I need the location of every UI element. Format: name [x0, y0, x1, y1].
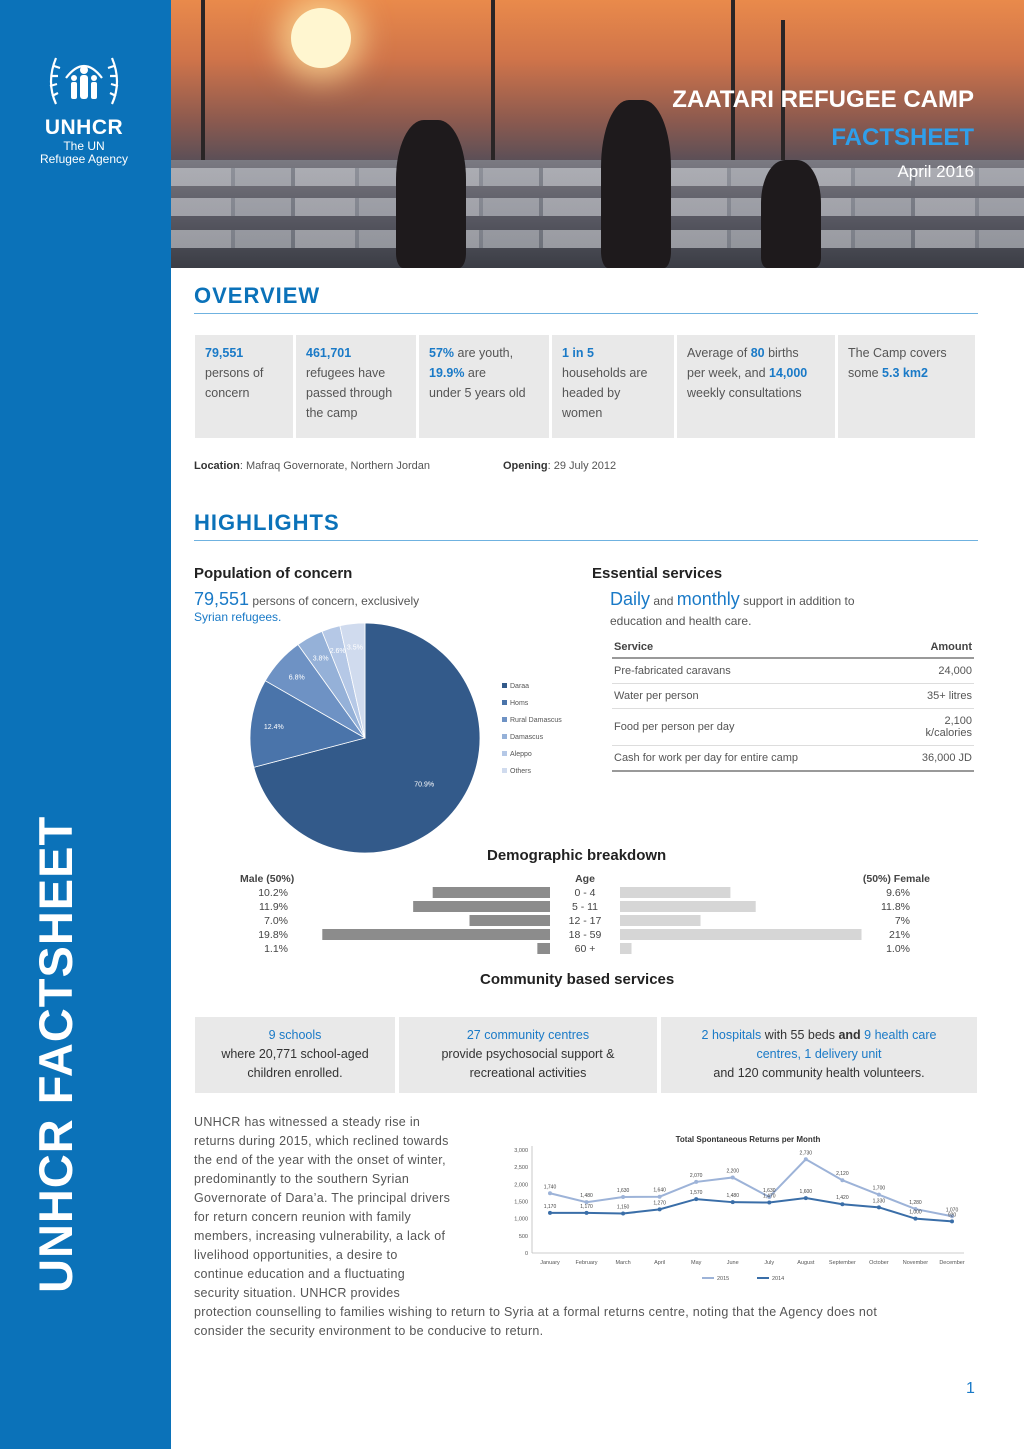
overview-box-youth: [419, 335, 549, 438]
brand-tagline-1: The UN: [63, 139, 105, 153]
overview-text: passed through: [306, 386, 393, 400]
overview-text: Average of: [687, 346, 751, 360]
overview-value: 79,551: [205, 346, 244, 360]
series-point: [548, 1191, 552, 1195]
hero-photo: [171, 0, 1024, 268]
legend-swatch: [502, 768, 507, 773]
unhcr-emblem-icon: [44, 48, 124, 114]
male-bar: [413, 901, 550, 912]
data-label: 1,640: [653, 1187, 666, 1194]
x-tick-label: April: [654, 1260, 666, 1266]
age-group-label: 0 - 4: [574, 887, 596, 899]
services-table: [612, 637, 974, 772]
y-tick-label: 500: [518, 1233, 528, 1240]
x-tick-label: February: [575, 1260, 598, 1266]
community-box-health: [661, 1017, 977, 1093]
highlights-heading: HIGHLIGHTS: [194, 510, 340, 535]
population-value: 79,551: [194, 589, 250, 609]
female-percent: 1.0%: [886, 943, 910, 955]
population-text: persons of concern, exclusively: [249, 594, 420, 608]
series-point: [804, 1196, 808, 1200]
x-tick-label: July: [764, 1260, 775, 1266]
overview-text: concern: [205, 386, 250, 400]
community-highlight: 2 hospitals: [701, 1028, 762, 1042]
x-tick-label: January: [540, 1260, 560, 1266]
table-row: [612, 746, 974, 772]
series-point: [840, 1202, 844, 1206]
male-percent: 7.0%: [264, 915, 288, 927]
data-label: 1,480: [580, 1193, 593, 1200]
age-group-label: 5 - 11: [571, 901, 599, 913]
x-tick-label: March: [615, 1260, 631, 1266]
series-point: [548, 1211, 552, 1215]
overview-text: are: [464, 366, 486, 380]
child-silhouette: [601, 100, 671, 268]
table-row: [612, 658, 974, 684]
community-box-centres: [399, 1017, 657, 1093]
legend-swatch: [502, 683, 507, 688]
male-label: Male (50%): [240, 873, 295, 885]
sidebar: [0, 0, 171, 1449]
shelter-row: [171, 230, 1024, 248]
male-percent: 1.1%: [264, 943, 288, 955]
series-point: [877, 1205, 881, 1209]
legend-swatch: [502, 700, 507, 705]
community-text: with 55 beds: [761, 1028, 839, 1042]
child-silhouette: [396, 120, 466, 268]
essential-text: education and health care.: [610, 614, 752, 628]
essential-summary: [610, 589, 855, 631]
legend-label: Homs: [510, 700, 529, 707]
female-bar: [620, 929, 862, 940]
male-percent: 19.8%: [258, 929, 288, 941]
x-tick-label: October: [869, 1260, 889, 1266]
male-bar: [322, 929, 550, 940]
age-group-label: 18 - 59: [568, 929, 602, 941]
returns-paragraph-full: [194, 1303, 984, 1341]
legend-label: 2015: [717, 1276, 730, 1282]
x-tick-label: August: [797, 1260, 815, 1266]
x-tick-label: May: [690, 1260, 702, 1266]
female-percent: 11.8%: [881, 901, 910, 913]
legend-swatch: [502, 751, 507, 756]
series-point: [658, 1207, 662, 1211]
data-label: 2,070: [689, 1172, 703, 1179]
series-point: [585, 1211, 589, 1215]
legend-label: Daraa: [510, 683, 530, 690]
table-header-service: Service: [612, 637, 900, 658]
female-bar: [620, 887, 730, 898]
legend-swatch: [502, 717, 507, 722]
paragraph-line: livelihood opportunities, a desire to: [194, 1248, 398, 1262]
table-cell: 36,000 JD: [900, 746, 974, 772]
overview-text: births: [764, 346, 799, 360]
male-bar: [433, 887, 550, 898]
series-point: [621, 1212, 625, 1216]
community-highlight: 27 community centres: [466, 1028, 590, 1042]
data-label: 1,150: [616, 1204, 630, 1211]
data-label: 2,730: [799, 1150, 813, 1157]
series-point: [804, 1157, 808, 1161]
data-label: 1,000: [909, 1209, 922, 1216]
table-header-amount: Amount: [900, 637, 974, 658]
female-percent: 9.6%: [886, 887, 910, 899]
male-bar: [537, 943, 550, 954]
legend-label: 2014: [772, 1276, 785, 1282]
male-bar: [470, 915, 551, 926]
series-point: [767, 1201, 771, 1205]
x-tick-label: December: [939, 1260, 965, 1266]
data-label: 1,330: [872, 1198, 886, 1205]
highlights-rule: [194, 540, 978, 541]
y-tick-label: 3,000: [514, 1148, 528, 1154]
series-line: [550, 1198, 952, 1221]
paragraph-line: continue education and a fluctuating: [194, 1267, 405, 1281]
brand-name: UNHCR: [44, 116, 124, 139]
y-tick-label: 2,500: [514, 1165, 528, 1172]
overview-text: under 5 years old: [429, 386, 526, 400]
overview-heading: OVERVIEW: [194, 283, 321, 308]
origin-pie-chart: [240, 618, 570, 863]
data-label: 1,480: [726, 1193, 739, 1200]
data-label: 1,630: [616, 1188, 630, 1195]
community-box-schools: [195, 1017, 395, 1093]
male-percent: 10.2%: [258, 887, 288, 899]
table-row: [612, 684, 974, 709]
hero-title-block: [672, 86, 974, 182]
female-bar: [620, 915, 701, 926]
series-point: [877, 1193, 881, 1197]
data-label: 1,570: [689, 1190, 703, 1197]
page-number: 1: [966, 1380, 975, 1397]
sun-graphic: [291, 8, 351, 68]
location-value: : Mafraq Governorate, Northern Jordan: [239, 460, 430, 472]
pie-label: 2.6%: [329, 648, 346, 656]
location-label: Location: [194, 460, 240, 472]
overview-box-area: [838, 335, 975, 438]
series-point: [621, 1195, 625, 1199]
series-point: [913, 1217, 917, 1221]
data-label: 1,420: [836, 1195, 849, 1202]
legend-label: Aleppo: [510, 751, 532, 758]
data-label: 2,200: [726, 1168, 739, 1175]
overview-box-refugees: [296, 335, 416, 438]
overview-text: refugees have: [306, 366, 386, 380]
factsheet-title: FACTSHEET: [831, 124, 974, 151]
series-point: [950, 1219, 954, 1223]
pie-label: 12.4%: [263, 723, 284, 731]
data-label: 2,120: [836, 1171, 849, 1178]
x-tick-label: June: [726, 1260, 739, 1266]
paragraph-line: consider the security environment to be conducive to return.: [194, 1324, 544, 1338]
y-tick-label: 2,000: [514, 1182, 528, 1189]
pie-label: 3.5%: [346, 644, 363, 652]
age-label: Age: [575, 873, 595, 885]
pie-label: 70.9%: [414, 781, 435, 789]
overview-text: The Camp covers: [848, 346, 947, 360]
male-percent: 11.9%: [259, 901, 288, 913]
demographic-heading: Demographic breakdown: [487, 847, 667, 864]
female-bar: [620, 943, 632, 954]
overview-text: per week, and: [687, 366, 769, 380]
community-text: and: [838, 1028, 861, 1042]
chart-title: Total Spontaneous Returns per Month: [675, 1135, 821, 1144]
opening-label: Opening: [503, 460, 548, 472]
data-label: 1,280: [909, 1200, 922, 1207]
brand-tagline-2: Refugee Agency: [39, 152, 129, 166]
legend-label: Damascus: [510, 734, 544, 741]
essential-heading: Essential services: [592, 565, 723, 582]
data-label: 1,600: [799, 1189, 813, 1196]
essential-daily: Daily: [610, 589, 651, 609]
paragraph-line: for return concern reunion with family: [194, 1210, 412, 1224]
table-cell: Cash for work per day for entire camp: [612, 746, 900, 772]
overview-text: some: [848, 366, 883, 380]
overview-value: 461,701: [306, 346, 352, 360]
essential-text: and: [650, 594, 677, 608]
table-cell: 24,000: [900, 658, 974, 684]
overview-text: are youth,: [454, 346, 514, 360]
table-cell: 35+ litres: [900, 684, 974, 709]
overview-text: persons of: [205, 366, 264, 380]
overview-text: households are: [562, 366, 648, 380]
age-group-label: 60 +: [574, 943, 596, 955]
data-label: 1,270: [653, 1200, 666, 1207]
paragraph-line: security situation. UNHCR provides: [194, 1286, 401, 1300]
data-label: 920: [947, 1212, 957, 1219]
community-highlight: 9 health care: [860, 1028, 937, 1042]
overview-rule: [194, 313, 978, 314]
table-cell: Water per person: [612, 684, 900, 709]
vertical-title: UNHCR FACTSHEET: [29, 815, 82, 1293]
legend-swatch: [502, 734, 507, 739]
opening-value: : 29 July 2012: [547, 460, 617, 472]
table-row: [612, 709, 974, 746]
overview-text: headed by: [562, 386, 621, 400]
essential-text: support in addition to: [739, 594, 855, 608]
overview-box-births: [677, 335, 835, 438]
series-point: [694, 1180, 698, 1184]
series-point: [694, 1197, 698, 1201]
paragraph-line: returns during 2015, which reclined towards: [194, 1134, 449, 1148]
y-tick-label: 1,000: [514, 1216, 528, 1223]
series-point: [658, 1195, 662, 1199]
overview-value: 1 in 5: [562, 346, 594, 360]
report-date: April 2016: [897, 162, 974, 181]
overview-text: the camp: [306, 406, 358, 420]
returns-paragraph-column: [194, 1113, 484, 1303]
returns-line-chart: [502, 1128, 974, 1288]
paragraph-line: the end of the year with the onset of winter,: [194, 1153, 446, 1167]
community-highlight: centres, 1 delivery unit: [756, 1047, 882, 1061]
table-header-row: [612, 637, 974, 658]
overview-value: 14,000: [769, 366, 808, 380]
paragraph-line: Governorate of Dara’a. The principal drivers: [194, 1191, 451, 1205]
unhcr-logo: [24, 48, 144, 166]
pie-label: 6.8%: [288, 674, 305, 682]
population-heading: Population of concern: [194, 565, 353, 582]
table-cell: 2,100 k/calories: [900, 709, 974, 746]
paragraph-line: protection counselling to families wishing to return to Syria at a formal returns centre, noting that the Agency does not: [194, 1305, 878, 1319]
data-label: 1,470: [763, 1193, 776, 1200]
y-tick-label: 0: [524, 1251, 528, 1257]
essential-monthly: monthly: [676, 589, 740, 609]
overview-box-households: [552, 335, 674, 438]
x-tick-label: November: [902, 1260, 929, 1266]
data-label: 1,170: [580, 1203, 593, 1210]
paragraph-line: predominantly to the southern Syrian: [194, 1172, 410, 1186]
community-heading: Community based services: [480, 971, 675, 988]
demographic-chart: [230, 870, 940, 960]
legend-label: Rural Damascus: [510, 717, 562, 724]
table-cell: Pre-fabricated caravans: [612, 658, 900, 684]
overview-value: 80: [750, 346, 765, 360]
pie-label: 3.8%: [312, 655, 329, 663]
overview-value: 57%: [429, 346, 455, 360]
paragraph-line: members, increasing vulnerability, a lack of: [194, 1229, 446, 1243]
overview-text: weekly consultations: [687, 386, 802, 400]
overview-text: women: [562, 406, 603, 420]
data-label: 1,740: [543, 1184, 557, 1191]
paragraph-line: UNHCR has witnessed a steady rise in: [194, 1115, 421, 1129]
y-tick-label: 1,500: [514, 1199, 528, 1206]
community-text: provide psychosocial support &: [441, 1047, 615, 1061]
data-label: 1,630: [763, 1188, 776, 1195]
series-point: [731, 1200, 735, 1204]
location-line: [194, 460, 430, 472]
female-percent: 21%: [888, 929, 910, 941]
overview-value: 5.3 km2: [882, 366, 928, 380]
data-label: 1,170: [543, 1203, 557, 1210]
camp-title: ZAATARI REFUGEE CAMP: [672, 86, 974, 113]
x-tick-label: September: [828, 1260, 856, 1266]
community-highlight: 9 schools: [268, 1028, 322, 1042]
female-bar: [620, 901, 756, 912]
series-line: [550, 1159, 952, 1216]
community-text: and 120 community health volunteers.: [713, 1066, 925, 1080]
population-text: Syrian refugees.: [194, 610, 282, 624]
data-label: 1,700: [872, 1185, 886, 1192]
table-cell: Food per person per day: [612, 709, 900, 746]
opening-line: [503, 460, 616, 472]
community-text: where 20,771 school-aged: [221, 1047, 369, 1061]
overview-box-persons: [195, 335, 293, 438]
community-text: recreational activities: [469, 1066, 587, 1080]
overview-value: 19.9%: [429, 366, 465, 380]
data-label: 1,070: [945, 1207, 959, 1214]
series-point: [840, 1178, 844, 1182]
series-point: [731, 1175, 735, 1179]
community-text: children enrolled.: [247, 1066, 343, 1080]
female-percent: 7%: [894, 915, 910, 927]
female-label: (50%) Female: [862, 873, 930, 885]
legend-label: Others: [510, 768, 532, 775]
shelter-row: [171, 198, 1024, 216]
age-group-label: 12 - 17: [568, 915, 602, 927]
